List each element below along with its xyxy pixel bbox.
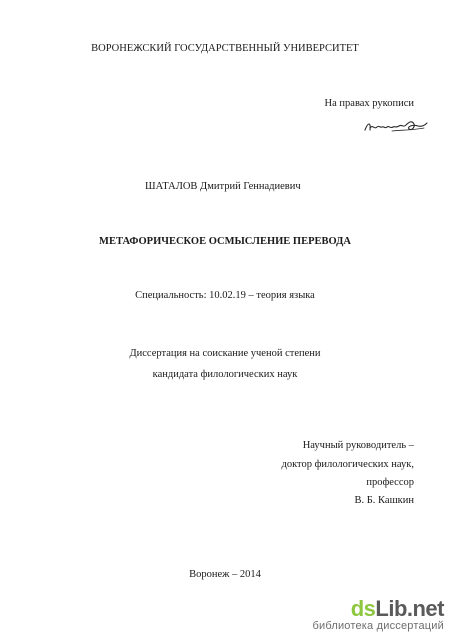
dissertation-degree-line2: кандидата филологических наук — [152, 369, 298, 380]
dslib-watermark — [294, 598, 444, 632]
city-year: Воронеж – 2014 — [189, 569, 261, 580]
supervisor-name: В. Б. Кашкин — [354, 495, 414, 506]
dslib-caption: библиотека диссертаций — [312, 620, 444, 632]
specialty-line: Специальность: 10.02.19 – теория языка — [135, 290, 315, 301]
handwritten-signature — [362, 116, 430, 138]
manuscript-rights-label: На правах рукописи — [324, 98, 414, 109]
dslib-logo: dsLib.net — [350, 596, 444, 621]
supervisor-rank: профессор — [366, 477, 414, 488]
university-name: ВОРОНЕЖСКИЙ ГОСУДАРСТВЕННЫЙ УНИВЕРСИТЕТ — [91, 43, 359, 54]
supervisor-label: Научный руководитель – — [302, 440, 414, 451]
dissertation-title: МЕТАФОРИЧЕСКОЕ ОСМЫСЛЕНИЕ ПЕРЕВОДА — [99, 236, 351, 247]
supervisor-degree: доктор филологических наук, — [281, 459, 414, 470]
dissertation-degree-line1: Диссертация на соискание ученой степени — [129, 348, 321, 359]
author-name: ШАТАЛОВ Дмитрий Геннадиевич — [145, 181, 301, 192]
